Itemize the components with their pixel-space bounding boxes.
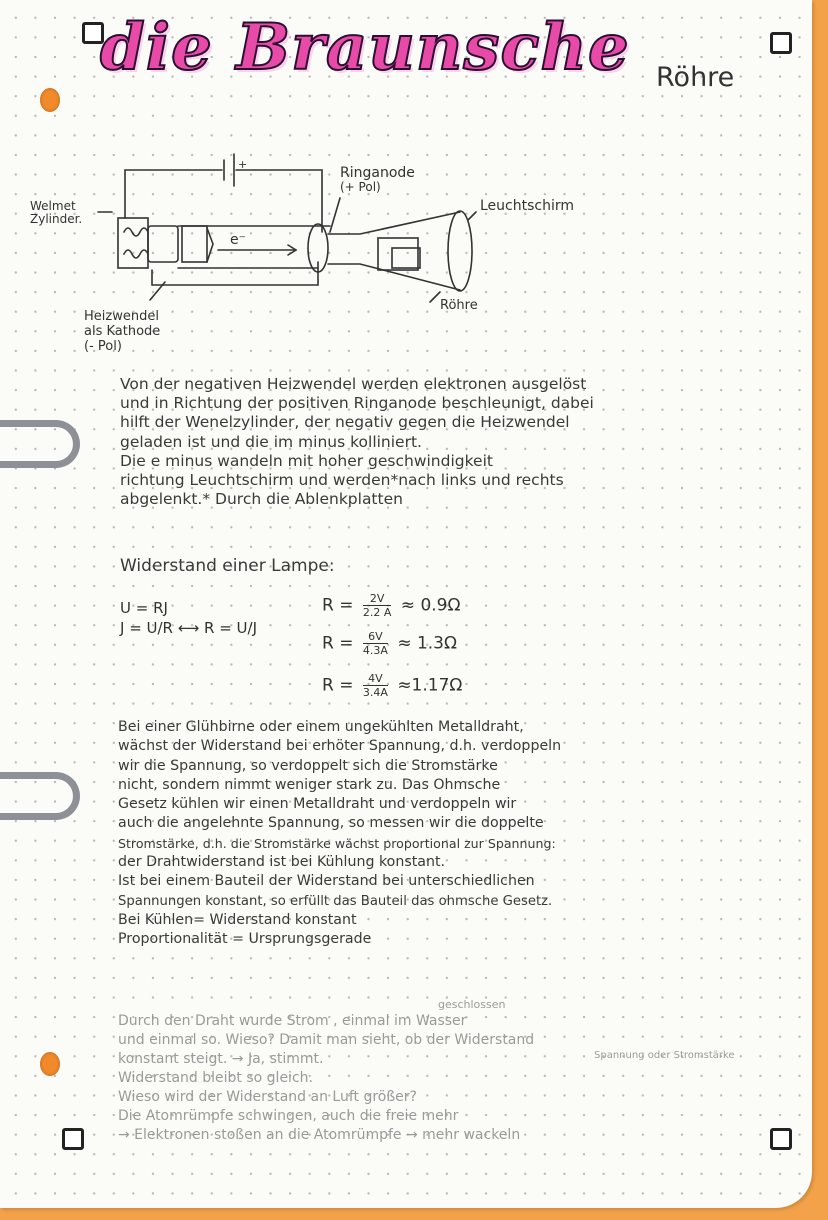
text-line: Bei Kühlen= Widerstand konstant <box>118 911 357 928</box>
page-title: die Braunsche <box>100 10 630 85</box>
ohms-law-explanation-text <box>118 718 561 950</box>
fraction-numerator: 4V <box>363 672 388 686</box>
binder-ring <box>0 420 80 468</box>
formula-line: U = RJ <box>120 599 168 617</box>
fraction-denominator: 4.3A <box>362 644 388 657</box>
text-line: Bei einer Glühbirne oder einem ungekühlten Metalldraht, <box>118 719 524 735</box>
wehnelt-label-line: Welmet <box>30 199 76 213</box>
pencil-line: Die Atomrümpfe schwingen, auch die freie mehr <box>118 1108 459 1124</box>
pencil-line: konstant steigt. → Ja, stimmt. <box>118 1051 324 1067</box>
text-line: Spannungen konstant, so erfüllt das Bauteil das ohmsche Gesetz. <box>118 893 553 909</box>
ringanode-label-line: Ringanode <box>340 165 415 181</box>
pencil-line: Widerstand bleibt so gleich. <box>118 1070 313 1086</box>
wehnelt-label-line: Zylinder. <box>30 212 83 227</box>
text-line: abgelenkt.* Durch die Ablenkplatten <box>120 490 403 509</box>
text-line: und in Richtung der positiven Ringanode beschleunigt, dabei <box>120 394 594 413</box>
formula-result: ≈1.17Ω <box>397 675 463 696</box>
battery-plus-label: + <box>238 158 248 171</box>
text-line: Von der negativen Heizwendel werden elektronen ausgelöst <box>120 375 587 393</box>
corner-marker-icon <box>62 1128 84 1150</box>
pencil-line: Wieso wird der Widerstand an Luft größer? <box>118 1089 417 1105</box>
formula-result: ≈ 1.3Ω <box>397 633 457 654</box>
pencil-note-aside: Spannung oder Stromstärke <box>594 1050 735 1061</box>
binder-ring <box>0 772 80 820</box>
pencil-notes <box>118 1012 534 1145</box>
text-line: wir die Spannung, so verdoppelt sich die Stromstärke <box>118 757 498 774</box>
roehre-label: Röhre <box>440 298 478 313</box>
ringanode-label <box>340 166 415 195</box>
ringanode-label-line: (+ Pol) <box>340 180 381 195</box>
resistance-calc-3 <box>322 672 462 699</box>
fraction-numerator: 6V <box>363 630 388 644</box>
page-subtitle: Röhre <box>656 62 735 93</box>
tube-explanation-text <box>120 375 594 509</box>
text-line: auch die angelehnte Spannung, so messen wir die doppelte <box>118 815 544 832</box>
heizwendel-label-line: Heizwendel <box>84 309 159 324</box>
leuchtschirm-label: Leuchtschirm <box>480 198 575 214</box>
pencil-line: und einmal so. Wieso? Damit man sieht, ob der Widerstand <box>118 1032 535 1048</box>
section-heading: Widerstand einer Lampe: <box>120 556 335 576</box>
corner-marker-icon <box>770 1128 792 1150</box>
formula-lhs: R = <box>322 633 354 654</box>
text-line: nicht, sondern nimmt weniger stark zu. Das Ohmsche <box>118 776 501 793</box>
pencil-line: → Elektronen stoßen an die Atomrümpfe → mehr wackeln <box>118 1127 521 1143</box>
resistance-calc-2 <box>322 630 457 657</box>
fraction-denominator: 3.4A <box>362 686 388 699</box>
text-line: hilft der Wenelzylinder, der negativ gegen die Heizwendel <box>120 413 570 432</box>
heizwendel-label <box>84 310 160 355</box>
text-line: Ist bei einem Bauteil der Widerstand bei unterschiedlichen <box>118 873 535 890</box>
formula-lhs: R = <box>322 595 354 616</box>
text-line: geladen ist und die im minus kolliniert. <box>120 432 422 451</box>
text-line: Gesetz kühlen wir einen Metalldraht und verdoppeln wir <box>118 796 517 813</box>
text-line: der Drahtwiderstand ist bei Kühlung konstant. <box>118 854 446 871</box>
text-line: Die e minus wandeln mit hoher geschwindigkeit <box>120 451 493 470</box>
text-line: Proportionalität = Ursprungsgerade <box>118 931 372 948</box>
ohm-formulas <box>120 598 257 638</box>
text-line: richtung Leuchtschirm und werden*nach links und rechts <box>120 471 564 490</box>
heizwendel-label-line: als Kathode <box>84 323 161 339</box>
formula-result: ≈ 0.9Ω <box>400 595 461 616</box>
punch-hole <box>40 1052 60 1076</box>
pencil-note-above: geschlossen <box>438 998 506 1011</box>
fraction-numerator: 2V <box>363 592 392 606</box>
wehnelt-label <box>30 200 82 226</box>
formula-line: J = U/R ⟷ R = U/J <box>120 619 258 637</box>
heizwendel-label-line: (- Pol) <box>84 338 122 354</box>
formula-lhs: R = <box>322 675 354 696</box>
text-line: Stromstärke, d.h. die Stromstärke wächst proportional zur Spannung: <box>118 835 556 851</box>
electron-label: e⁻ <box>230 232 247 248</box>
fraction-denominator: 2.2 A <box>362 606 392 619</box>
pencil-line: Durch den Draht wurde Strom , einmal im Wasser <box>118 1013 467 1029</box>
resistance-calc-1 <box>322 592 460 619</box>
text-line: wächst der Widerstand bei erhöter Spannung, d.h. verdoppeln <box>118 738 562 755</box>
